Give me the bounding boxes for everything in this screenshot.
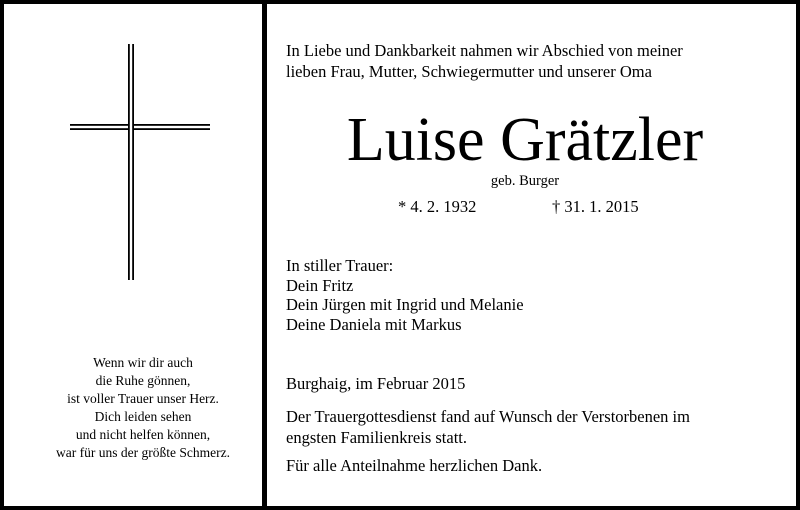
panel-divider xyxy=(262,0,267,510)
poem-line: die Ruhe gönnen, xyxy=(95,373,191,389)
memorial-poem xyxy=(30,354,256,463)
poem-line: war für uns der größte Schmerz. xyxy=(56,445,230,461)
poem-line: und nicht helfen können, xyxy=(75,427,211,443)
intro-text xyxy=(286,40,683,82)
service-line: engsten Familienkreis statt. xyxy=(286,428,468,447)
mourner-entry: Dein Jürgen mit Ingrid und Melanie xyxy=(286,295,524,314)
deceased-name: Luise Grätzler xyxy=(346,106,704,174)
poem-line: Wenn wir dir auch xyxy=(93,355,193,370)
mourner-entry: Dein Fritz xyxy=(286,275,354,295)
intro-line: lieben Frau, Mutter, Schwiegermutter und unserer Oma xyxy=(286,62,652,81)
mourners-heading: In stiller Trauer: xyxy=(286,256,394,275)
service-notice xyxy=(286,406,690,448)
thanks-text: Für alle Anteilnahme herzlichen Dank. xyxy=(286,456,543,475)
mourner-entry: Deine Daniela mit Markus xyxy=(286,314,462,334)
service-line: Der Trauergottesdienst fand auf Wunsch der Verstorbenen im xyxy=(286,407,690,426)
intro-line: In Liebe und Dankbarkeit nahmen wir Abschied von meiner xyxy=(286,41,683,60)
place-date: Burghaig, im Februar 2015 xyxy=(286,374,466,393)
mourners-list xyxy=(286,256,524,334)
cross-icon xyxy=(70,44,210,280)
death-date: † 31. 1. 2015 xyxy=(552,197,639,216)
poem-line: ist voller Trauer unser Herz. xyxy=(67,391,219,407)
poem-line: Dich leiden sehen xyxy=(94,409,192,425)
birth-name: geb. Burger xyxy=(490,173,560,189)
birth-date: * 4. 2. 1932 xyxy=(398,197,477,216)
